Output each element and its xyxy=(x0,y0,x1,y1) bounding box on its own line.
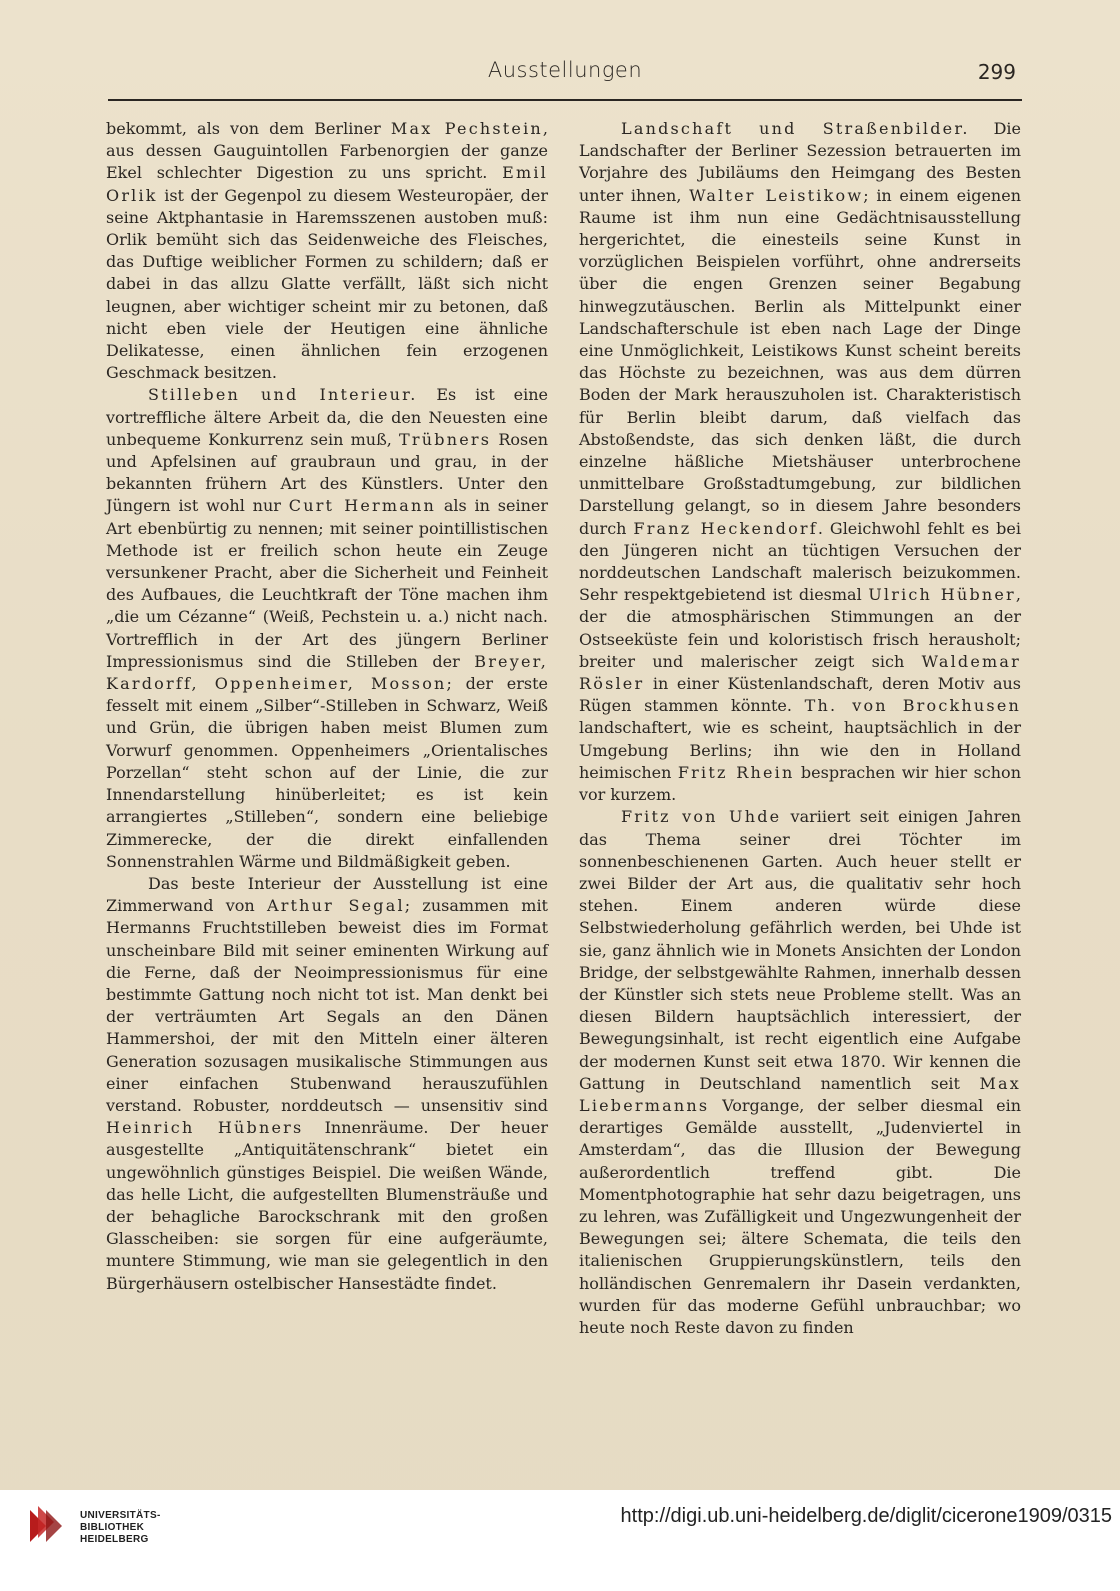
artist-name: Heinrich Hübners xyxy=(106,1118,304,1138)
text-run: ; der erste fesselt mit einem „Silber“-Stilleben in Schwarz, Weiß und Grün, die übrigen haben meist Blumen zum Vorwurf genommen. Oppenheimers „Orientalisches Porzellan“ steht schon auf der Linie, die zur Innendarstellung hinüberleitet; es ist kein arrangiertes „Stilleben“, sondern eine beliebige Zimmerecke, der die direkt einfallenden Sonnenstrahlen Wärme und Bildmäßigkeit geben. xyxy=(106,674,548,871)
text-run: , der die atmosphärischen Stimmungen an der Ostseeküste fein und koloristisch frisch herausholt; breiter und malerischer zeigt sich xyxy=(579,585,1021,671)
text-run: Es ist eine vortreffliche ältere Arbeit da, die den Neuesten eine unbequeme Konkurrenz sein muß, xyxy=(106,385,548,449)
artist-name: Breyer, Kardorff, Oppenheimer, Mosson xyxy=(106,651,548,694)
artist-name: Ulrich Hübner xyxy=(868,585,1016,605)
artist-name: Walter Leistikow xyxy=(689,185,864,205)
paragraph xyxy=(579,806,1021,1339)
paragraph xyxy=(579,118,1021,806)
right-column xyxy=(579,118,1021,1339)
library-logo-icon xyxy=(26,1504,66,1544)
text-run: als in seiner Art ebenbürtig zu nennen; mit seiner pointillistischen Methode ist er freilich schon heute ein Zeuge versunkener Pracht, aber die Sicherheit und Feinheit des Aufbaues, die Leuchtkraft der Töne machen ihm „die um Cézanne“ (Weiß, Pechstein u. a.) nicht nach. Vortrefflich in der Art des jüngern Berliner Impressionismus sind die Stilleben der xyxy=(106,496,549,671)
text-run: ; in einem eigenen Raume ist ihm nun eine Gedächtnisausstellung hergerichtet, die einesteils seine Kunst in vorzüglichen Beispielen vorführt, ohne andrerseits über die engen Grenzen seiner Begabung hinwegzutäuschen. Berlin als Mittelpunkt einer Landschafterschule ist eben nach Lage der Dinge eine Unmöglichkeit, Leistikows Kunst scheint bereits das Höchste zu bezeichnen, was aus dem dürren Boden der Mark herauszuholen ist. Charakteristisch für Berlin bleibt darum, daß vielfach das Abstoßendste, das sich denken läßt, die durch einzelne häßliche Mietshäuser unterbrochene unmittelbare Großstadtumgebung, zur bildlichen Darstellung gelangt, so in diesem Jahre besonders durch xyxy=(579,185,1022,538)
artist-name: Trübners xyxy=(399,429,492,449)
library-name-line: BIBLIOTHEK xyxy=(80,1522,145,1533)
text-run: variiert seit einigen Jahren das Thema seiner drei Töchter im sonnenbeschienenen Garten. Auch heuer stellt er zwei Bilder der Art aus, die qualitativ sehr hoch stehen. Einem anderen würde diese Selbstwiederholung gefährlich werden, bei Uhde ist sie, ganz ähnlich wie in Monets Ansichten der London Bridge, der selbstgewählte Rahmen, innerhalb dessen der Künstler sich stets neue Probleme stellt. Was an diesen Bildern hauptsächlich interessiert, der Bewegungsinhalt, ist recht eigentlich eine Aufgabe der modernen Kunst seit etwa 1870. Wir kennen die Gattung in Deutschland namentlich seit xyxy=(579,807,1021,1093)
page-header xyxy=(108,58,1022,98)
paragraph xyxy=(106,873,548,1295)
text-run: Das beste Interieur der Ausstellung ist eine Zimmerwand von xyxy=(106,873,548,916)
text-run: Vorgange, der selber diesmal ein derartiges Gemälde ausstellt, „Judenviertel in Amsterdam“, das die Illusion der Bewegung außerordentlich treffend gibt. Die Momentphotographie hat sehr dazu beigetragen, uns zu lehren, was Zufälligkeit und Ungezwungenheit der Bewegungen sei; ältere Schemata, die teils den italienischen Gruppierungskünstlern, teils den holländischen Genremalern ihr Dasein verdankten, wurden für das moderne Gefühl unbrauchbar; wo heute noch Reste davon zu finden xyxy=(579,1095,1021,1337)
text-run: Die Landschafter der Berliner Sezession betrauerten im Vorjahre des Jubiläums den Heimgang des Besten unter ihnen, xyxy=(579,119,1021,205)
artist-name: Max Pechstein xyxy=(390,119,543,138)
section-heading: Stilleben und Interieur. xyxy=(148,385,418,405)
digitization-footer xyxy=(0,1490,1120,1591)
artist-name: Waldemar Rösler xyxy=(579,651,1021,694)
text-run: bekommt, als von dem Berliner xyxy=(106,119,391,138)
text-run: , aus dessen Gauguintollen Farbenorgien der ganze Ekel schlechter Digestion zu uns spricht. xyxy=(106,119,548,183)
artist-name: Th. von Brockhusen xyxy=(804,696,1021,716)
library-name-line: HEIDELBERG xyxy=(80,1534,149,1545)
artist-name: Max Liebermanns xyxy=(579,1073,1021,1115)
text-run: ist der Gegenpol zu diesem Westeuropäer, der seine Aktphantasie in Haremsszenen austoben muß: Orlik bemüht sich das Seidenweiche des Fleisches, das Duftige weiblicher Formen zu schildern; daß er dabei in das allzu Glatte verfällt, läßt sich nicht leugnen, aber wichtiger scheint mir zu betonen, daß nicht eben viele der Heutigen eine ähnliche Delikatesse, einen ähnlichen fein erzogenen Geschmack besitzen. xyxy=(106,185,548,383)
text-run: landschaftert, wie es scheint, hauptsächlich in der Umgebung Berlins; ihn wie den in Holland heimischen xyxy=(579,718,1021,782)
left-column xyxy=(106,118,548,1295)
artist-name: Arthur Segal xyxy=(266,896,405,916)
text-run: . Gleichwohl fehlt es bei den Jüngeren nicht an tüchtigen Versuchen der norddeutschen Landschaft malerisch beizukommen. Sehr respektgebietend ist diesmal xyxy=(579,518,1021,605)
header-rule xyxy=(108,99,1022,101)
text-run: Innenräume. Der heuer ausgestellte „Antiquitätenschrank“ bietet ein ungewöhnlich günstiges Beispiel. Die weißen Wände, das helle Licht, die aufgestellten Blumensträuße und der behagliche Barockschrank mit den großen Glasscheiben: sie sorgen für eine aufgeräumte, muntere Stimmung, wie man sie gelegentlich in den Bürgerhäusern ostelbischer Hansestädte findet. xyxy=(106,1118,548,1293)
paragraph xyxy=(106,118,548,384)
running-title: Ausstellungen xyxy=(487,58,643,82)
library-name xyxy=(80,1510,161,1546)
section-heading: Landschaft und Straßenbilder. xyxy=(621,119,970,138)
text-run: besprachen wir hier schon vor kurzem. xyxy=(579,762,1021,805)
page-number: 299 xyxy=(977,60,1016,84)
paragraph xyxy=(106,384,548,872)
text-run: ; zusammen mit Hermanns Fruchtstilleben beweist dies im Format unscheinbare Bild mit seiner eminenten Wirkung auf die Ferne, daß der Neoimpressionismus für eine bestimmte Gattung noch nicht tot ist. Man denkt bei der verträumten Art Segals an den Dänen Hammershoi, der mit den Mitteln einer älteren Generation sozusagen musikalische Stimmungen aus einer einfachen Stubenwand herauszufühlen verstand. Robuster, norddeutsch — unsensitiv sind xyxy=(106,896,548,1115)
library-name-line: UNIVERSITÄTS- xyxy=(80,1510,161,1521)
artist-name: Fritz Rhein xyxy=(677,762,795,782)
text-run: Rosen und Apfelsinen auf graubraun und grau, in der bekannten frühern Art des Künstlers. Unter den Jüngern ist wohl nur xyxy=(106,429,549,516)
permalink-url[interactable]: http://digi.ub.uni-heidelberg.de/diglit/cicerone1909/0315 xyxy=(620,1505,1112,1527)
text-run: in einer Küstenlandschaft, deren Motiv aus Rügen stammen könnte. xyxy=(579,674,1021,716)
artist-name: Fritz von Uhde xyxy=(621,807,782,827)
artist-name: Emil Orlik xyxy=(106,163,548,205)
artist-name: Franz Heckendorf xyxy=(633,518,818,538)
artist-name: Curt Hermann xyxy=(288,496,437,516)
